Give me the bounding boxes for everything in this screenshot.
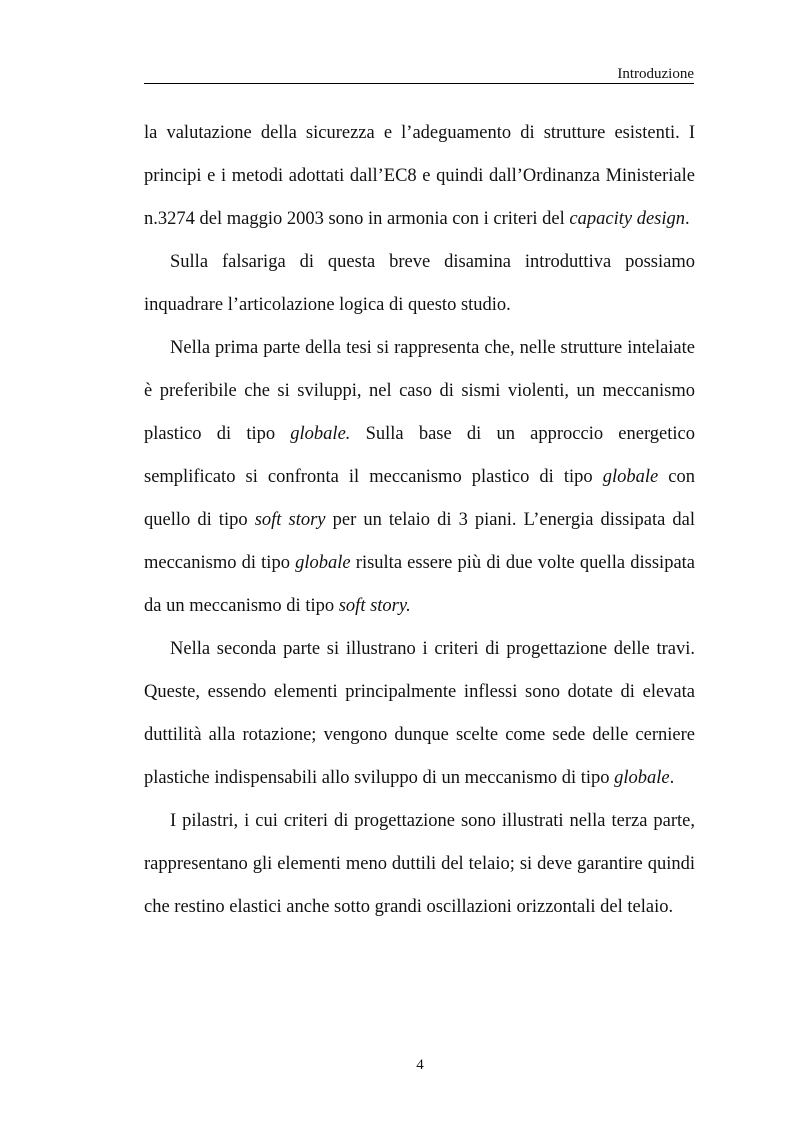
paragraph-4 — [144, 628, 695, 800]
text-run: Nella prima parte della tesi si rappresenta che, nelle strutture intelaiate è preferibile che si sviluppi, nel caso di sismi violenti, un meccanismo plastico di tipo — [144, 338, 695, 444]
text-run: risulta essere più di due volte quella dissipata da un meccanismo di tipo — [144, 553, 696, 616]
paragraph-5 — [144, 800, 695, 929]
page-number: 4 — [416, 1057, 424, 1073]
text-run: Nella seconda parte si illustrano i criteri di progettazione delle travi. Queste, essendo elementi principalmente inflessi sono dotate di elevata duttilità alla rotazione; vengono dunque scelte come sede delle cerniere plastiche indispensabili allo sviluppo di un meccanismo di tipo — [144, 639, 695, 788]
italic-run: globale — [295, 553, 351, 573]
italic-run: capacity design — [569, 209, 686, 229]
paragraph-1 — [144, 112, 695, 241]
text-run: . — [685, 209, 690, 229]
body-text — [144, 112, 695, 929]
paragraph-3 — [144, 327, 695, 628]
text-run: . — [669, 768, 675, 788]
text-run: Sulla falsariga di questa breve disamina introduttiva possiamo inquadrare l’articolazione logica di questo studio. — [144, 252, 695, 315]
text-run: la valutazione della sicurezza e l’adeguamento di strutture esistenti. I principi e i metodi adottati dall’EC8 e quindi dall’Ordinanza Ministeriale n.3274 del maggio 2003 sono in armonia con i criteri del — [144, 123, 695, 229]
italic-run: soft story. — [338, 596, 411, 616]
italic-run: globale. — [290, 424, 351, 444]
text-run: per un telaio di 3 piani. L’energia dissipata dal meccanismo di tipo — [144, 510, 695, 573]
text-run: I pilastri, i cui criteri di progettazione sono illustrati nella terza parte, rappresentano gli elementi meno duttili del telaio; si deve garantire quindi che restino elastici anche sotto grandi oscillazioni orizzontali del telaio. — [144, 811, 695, 917]
running-header — [144, 64, 694, 84]
italic-run: globale — [602, 467, 659, 487]
paragraph-2 — [144, 241, 695, 327]
italic-run: globale — [614, 768, 670, 788]
text-run: con quello di tipo — [144, 467, 696, 530]
italic-run: soft story — [254, 510, 326, 530]
header-title: Introduzione — [617, 66, 694, 82]
text-run: Sulla base di un approccio energetico semplificato si confronta il meccanismo plastico di tipo — [144, 424, 695, 487]
